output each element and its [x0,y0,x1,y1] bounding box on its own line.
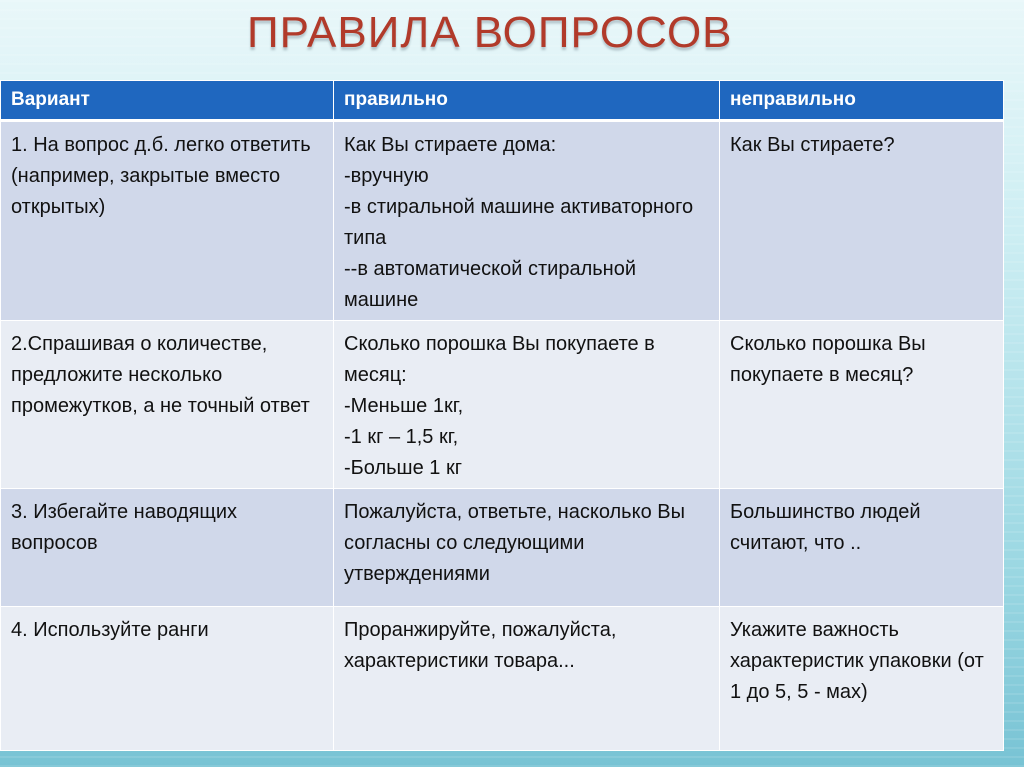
variant-cell: 4. Используйте ранги [1,607,334,751]
correct-example-line: -Больше 1 кг [344,457,463,479]
table-row [1,607,1004,751]
correct-example-line: Пожалуйста, ответьте, насколько Вы согласны со следующими утверждениями [344,501,685,585]
header-variant: Вариант [1,81,334,121]
variant-cell: 2.Спрашивая о количестве, предложите несколько промежутков, а не точный ответ [1,321,334,489]
correct-example-line: -Меньше 1кг, [344,395,464,417]
variant-cell: 1. На вопрос д.б. легко ответить (например, закрытые вместо открытых) [1,121,334,321]
correct-example-line: -вручную [344,165,429,187]
incorrect-example-cell: Большинство людей считают, что .. [720,489,1004,607]
variant-cell: 3. Избегайте наводящих вопросов [1,489,334,607]
correct-example-cell [334,607,720,751]
correct-example-cell [334,321,720,489]
table-row [1,321,1004,489]
slide-title: ПРАВИЛА ВОПРОСОВ [247,8,733,57]
incorrect-example-cell: Укажите важность характеристик упаковки (от 1 до 5, 5 - мах) [720,607,1004,751]
incorrect-example-cell: Сколько порошка Вы покупаете в месяц? [720,321,1004,489]
correct-example-line: Сколько порошка Вы покупаете в месяц: [344,333,655,386]
table-row [1,489,1004,607]
header-correct: правильно [334,81,720,121]
table-header-row [1,81,1004,121]
correct-example-line: Как Вы стираете дома: [344,134,557,156]
correct-example-cell [334,489,720,607]
incorrect-example-cell: Как Вы стираете? [720,121,1004,321]
question-rules-table [0,80,1004,751]
correct-example-line: -в стиральной машине активаторного типа [344,196,694,249]
correct-example-line: Проранжируйте, пожалуйста, характеристики товара... [344,619,617,672]
correct-example-line: --в автоматической стиральной машине [344,258,637,311]
correct-example-line: -1 кг – 1,5 кг, [344,426,459,448]
correct-example-cell [334,121,720,321]
header-incorrect: неправильно [720,81,1004,121]
table-row [1,121,1004,321]
